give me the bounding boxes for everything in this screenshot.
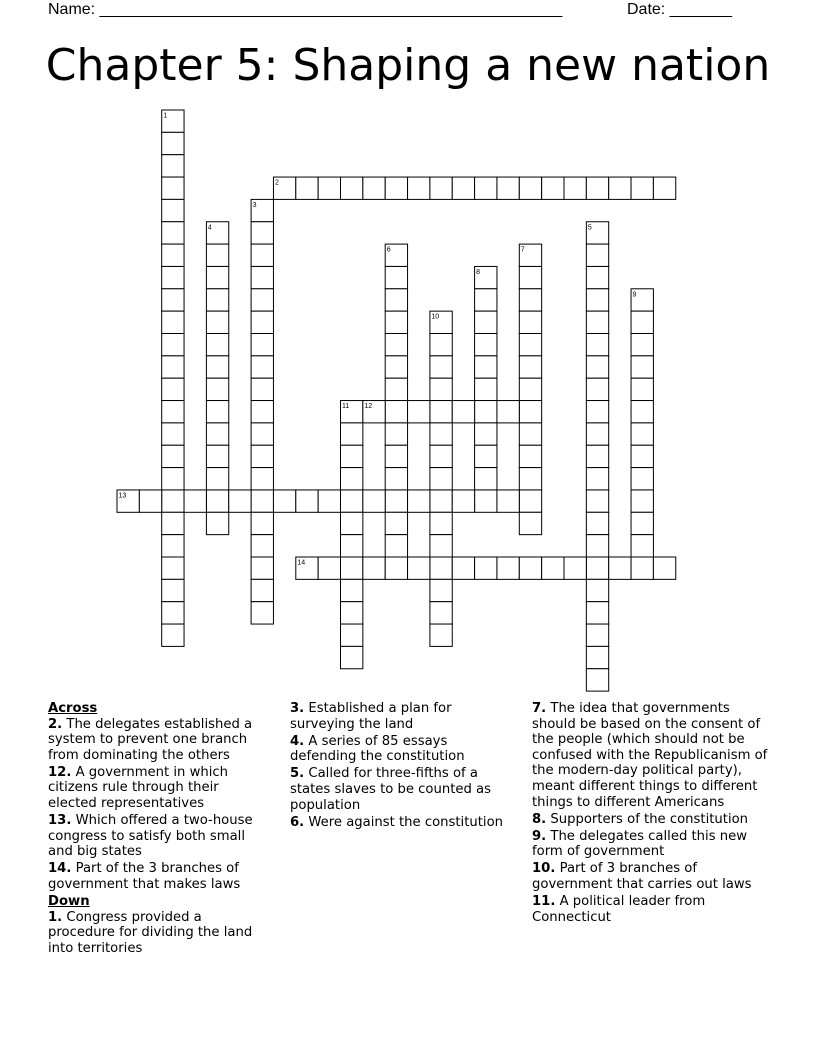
grid-cell[interactable] [519,334,541,356]
grid-cell[interactable] [408,490,430,512]
clue-number: 6 [386,246,391,254]
grid-cell[interactable] [475,289,497,311]
grid-cell[interactable] [430,490,452,512]
grid-cell[interactable] [519,557,541,579]
grid-cell[interactable] [162,423,184,445]
grid-cell[interactable] [251,512,273,534]
grid-cell[interactable] [631,468,653,490]
grid-cell[interactable] [162,602,184,624]
grid-cell[interactable] [586,177,608,199]
grid-cell[interactable] [631,334,653,356]
grid-cell[interactable] [162,356,184,378]
grid-cell[interactable] [586,624,608,646]
grid-cell[interactable] [586,468,608,490]
clue-across-14: 14. Part of the 3 branches of government that makes laws [48,861,241,893]
grid-cell[interactable] [586,401,608,423]
grid-cell[interactable] [385,401,407,423]
clue-number: 5 [587,224,592,232]
grid-cell[interactable] [586,356,608,378]
grid-cell[interactable] [586,512,608,534]
grid-cell[interactable] [341,602,363,624]
grid-cell[interactable] [430,356,452,378]
grid-cell[interactable] [273,490,295,512]
grid-cell[interactable] [564,177,586,199]
grid-cell[interactable] [162,445,184,467]
grid-cell[interactable] [341,646,363,668]
grid-cell[interactable] [497,401,519,423]
clue-across-2: 2. The delegates established a system to prevent one branch from dominating the others [48,716,253,763]
grid-cell[interactable] [475,445,497,467]
grid-cell[interactable] [586,423,608,445]
clue-number: 3 [252,201,257,209]
grid-cell[interactable] [206,490,228,512]
grid-cell[interactable] [162,468,184,490]
grid-cell[interactable] [452,490,474,512]
grid-cell[interactable] [586,378,608,400]
grid-cell[interactable] [206,356,228,378]
grid-cell[interactable] [162,266,184,288]
clue-number: 7 [520,246,525,254]
grid-cell[interactable] [430,423,452,445]
grid-cell[interactable] [586,579,608,601]
grid-cell[interactable] [162,177,184,199]
grid-cell[interactable] [385,490,407,512]
grid-cell[interactable] [162,311,184,333]
grid-cell[interactable] [363,490,385,512]
grid-cell[interactable] [408,401,430,423]
grid-cell[interactable] [162,579,184,601]
grid-cell[interactable] [452,557,474,579]
grid-cell[interactable] [430,579,452,601]
grid-cell[interactable] [497,490,519,512]
clue-number: 14 [297,559,306,567]
grid-cell[interactable] [586,490,608,512]
grid-cell[interactable] [430,557,452,579]
grid-cell[interactable] [162,401,184,423]
grid-cell[interactable] [206,445,228,467]
grid-cell[interactable] [363,557,385,579]
clue-number: 8 [476,268,481,276]
clue-down-10: 10. Part of 3 branches of government that carries out laws [532,861,752,893]
grid-cell[interactable] [631,490,653,512]
grid-cell[interactable] [318,557,340,579]
grid-cell[interactable] [162,244,184,266]
grid-cell[interactable] [631,356,653,378]
grid-cell[interactable] [452,177,474,199]
grid-cell[interactable] [385,356,407,378]
grid-cell[interactable] [385,468,407,490]
clue-number: 13 [118,492,127,500]
clue-across-12: 12. A government in which citizens rule through their elected representatives [48,764,229,812]
clue-down-7: 7. The idea that governments should be based on the consent of the people (which should not be confused with the Republicanism of the modern-day political party), meant different things to different things to different Americans [532,701,768,810]
grid-cell[interactable] [385,311,407,333]
grid-cell[interactable] [184,490,206,512]
grid-cell[interactable] [162,289,184,311]
grid-cell[interactable] [631,512,653,534]
across-heading: Across [48,701,98,716]
grid-cell[interactable] [385,289,407,311]
name-line[interactable]: Name: ____________________________________________________ [48,1,563,18]
grid-cell[interactable] [251,490,273,512]
clue-number: 1 [163,112,168,120]
grid-cell[interactable] [519,423,541,445]
grid-cell[interactable] [162,512,184,534]
grid-cell[interactable] [586,646,608,668]
grid-cell[interactable] [385,512,407,534]
grid-cell[interactable] [430,468,452,490]
down-heading: Down [48,894,90,910]
grid-cell[interactable] [519,401,541,423]
grid-cell[interactable] [631,445,653,467]
grid-cell[interactable] [251,266,273,288]
grid-cell[interactable] [631,535,653,557]
grid-cell[interactable] [430,535,452,557]
grid-cell[interactable] [206,401,228,423]
grid-cell[interactable] [363,177,385,199]
grid-cell[interactable] [162,222,184,244]
grid-cell[interactable] [430,602,452,624]
grid-cell[interactable] [430,624,452,646]
grid-cell[interactable] [341,579,363,601]
grid-cell[interactable] [385,266,407,288]
grid-cell[interactable] [162,155,184,177]
clue-down-1: 1. Congress provided a procedure for dividing the land into territories [48,909,253,956]
grid-cell[interactable] [251,602,273,624]
grid-cell[interactable] [162,535,184,557]
grid-cell[interactable] [341,535,363,557]
grid-cell[interactable] [251,557,273,579]
grid-cell[interactable] [519,177,541,199]
grid-cell[interactable] [475,311,497,333]
grid-cell[interactable] [430,512,452,534]
grid-cell[interactable] [296,177,318,199]
grid-cell[interactable] [609,177,631,199]
grid-cell[interactable] [206,423,228,445]
clues-column-1 [48,701,270,958]
grid-cell[interactable] [318,490,340,512]
grid-cell[interactable] [497,557,519,579]
grid-cell[interactable] [251,468,273,490]
grid-cell[interactable] [631,311,653,333]
grid-cell[interactable] [206,512,228,534]
grid-cell[interactable] [452,401,474,423]
clue-down-5: 5. Called for three-fifths of a states slaves to be counted as population [290,766,492,813]
grid-cell[interactable] [206,311,228,333]
grid-cell[interactable] [251,244,273,266]
grid-cell[interactable] [542,177,564,199]
grid-cell[interactable] [475,401,497,423]
grid-cell[interactable] [586,244,608,266]
grid-cell[interactable] [586,334,608,356]
grid-cell[interactable] [609,557,631,579]
grid-cell[interactable] [430,378,452,400]
grid-cell[interactable] [229,490,251,512]
grid-cell[interactable] [251,445,273,467]
grid-cell[interactable] [586,266,608,288]
grid-cell[interactable] [475,557,497,579]
grid-cell[interactable] [251,334,273,356]
clue-down-8: 8. Supporters of the constitution [532,811,749,827]
grid-cell[interactable] [631,378,653,400]
grid-cell[interactable] [296,490,318,512]
grid-cell[interactable] [341,557,363,579]
grid-cell[interactable] [162,378,184,400]
grid-cell[interactable] [139,490,161,512]
grid-cell[interactable] [519,445,541,467]
grid-cell[interactable] [251,535,273,557]
grid-cell[interactable] [430,334,452,356]
grid-cell[interactable] [162,132,184,154]
clue-number: 9 [632,291,637,299]
date-line[interactable]: Date: _______ [627,1,732,18]
clue-down-9: 9. The delegates called this new form of government [532,828,748,860]
clue-number: 11 [342,403,350,411]
grid-cell[interactable] [475,378,497,400]
clues-column-2 [290,701,515,832]
grid-cell[interactable] [341,177,363,199]
grid-cell[interactable] [385,378,407,400]
grid-cell[interactable] [206,244,228,266]
grid-cell[interactable] [385,334,407,356]
grid-cell[interactable] [206,378,228,400]
grid-cell[interactable] [341,445,363,467]
grid-cell[interactable] [251,401,273,423]
grid-cell[interactable] [586,311,608,333]
grid-cell[interactable] [251,289,273,311]
grid-cell[interactable] [341,490,363,512]
grid-cell[interactable] [519,289,541,311]
grid-cell[interactable] [162,334,184,356]
grid-cell[interactable] [385,423,407,445]
page-title: Chapter 5: Shaping a new nation [45,40,771,91]
grid-cell[interactable] [631,557,653,579]
grid-cell[interactable] [341,624,363,646]
grid-cell[interactable] [385,535,407,557]
grid-cell[interactable] [430,177,452,199]
grid-cell[interactable] [341,512,363,534]
clue-down-3: 3. Established a plan for surveying the land [290,701,452,732]
grid-cell[interactable] [162,490,184,512]
grid-cell[interactable] [519,356,541,378]
grid-cell[interactable] [564,557,586,579]
clue-number: 2 [274,179,279,187]
grid-cell[interactable] [586,669,608,691]
clue-number: 4 [207,224,212,232]
grid-cell[interactable] [519,490,541,512]
grid-cell[interactable] [519,468,541,490]
grid-cell[interactable] [519,266,541,288]
grid-cell[interactable] [251,311,273,333]
grid-cell[interactable] [475,334,497,356]
clues-column-3 [532,701,772,927]
grid-cell[interactable] [206,266,228,288]
grid-cell[interactable] [430,401,452,423]
grid-cell[interactable] [341,468,363,490]
grid-cell[interactable] [385,177,407,199]
grid-cell[interactable] [586,445,608,467]
grid-cell[interactable] [475,177,497,199]
grid-cell[interactable] [586,535,608,557]
grid-cell[interactable] [519,512,541,534]
grid-cell[interactable] [162,557,184,579]
grid-cell[interactable] [251,222,273,244]
grid-cell[interactable] [653,557,675,579]
grid-cell[interactable] [497,177,519,199]
grid-cell[interactable] [475,356,497,378]
grid-cell[interactable] [631,401,653,423]
clue-number: 10 [431,313,440,321]
grid-cell[interactable] [341,423,363,445]
grid-cell[interactable] [631,423,653,445]
grid-cell[interactable] [631,177,653,199]
grid-cell[interactable] [385,445,407,467]
grid-cell[interactable] [542,557,564,579]
grid-cell[interactable] [318,177,340,199]
grid-cell[interactable] [162,199,184,221]
grid-cell[interactable] [475,423,497,445]
grid-cell[interactable] [519,378,541,400]
grid-cell[interactable] [519,311,541,333]
grid-cell[interactable] [206,334,228,356]
grid-cell[interactable] [653,177,675,199]
grid-cell[interactable] [408,177,430,199]
grid-cell[interactable] [206,468,228,490]
grid-cell[interactable] [475,468,497,490]
clue-across-13: 13. Which offered a two-house congress to satisfy both small and big states [48,813,253,860]
grid-cell[interactable] [162,624,184,646]
grid-cell[interactable] [586,602,608,624]
grid-cell[interactable] [251,378,273,400]
grid-cell[interactable] [475,490,497,512]
grid-cell[interactable] [206,289,228,311]
clue-down-6: 6. Were against the constitution [290,814,504,830]
grid-cell[interactable] [251,356,273,378]
grid-cell[interactable] [385,557,407,579]
clue-number: 12 [364,403,373,411]
clue-down-4: 4. A series of 85 essays defending the constitution [290,733,465,765]
clue-down-11: 11. A political leader from Connecticut [532,894,706,925]
grid-cell[interactable] [408,557,430,579]
grid-cell[interactable] [430,445,452,467]
grid-cell[interactable] [251,423,273,445]
grid-cell[interactable] [586,289,608,311]
grid-cell[interactable] [586,557,608,579]
grid-cell[interactable] [251,579,273,601]
